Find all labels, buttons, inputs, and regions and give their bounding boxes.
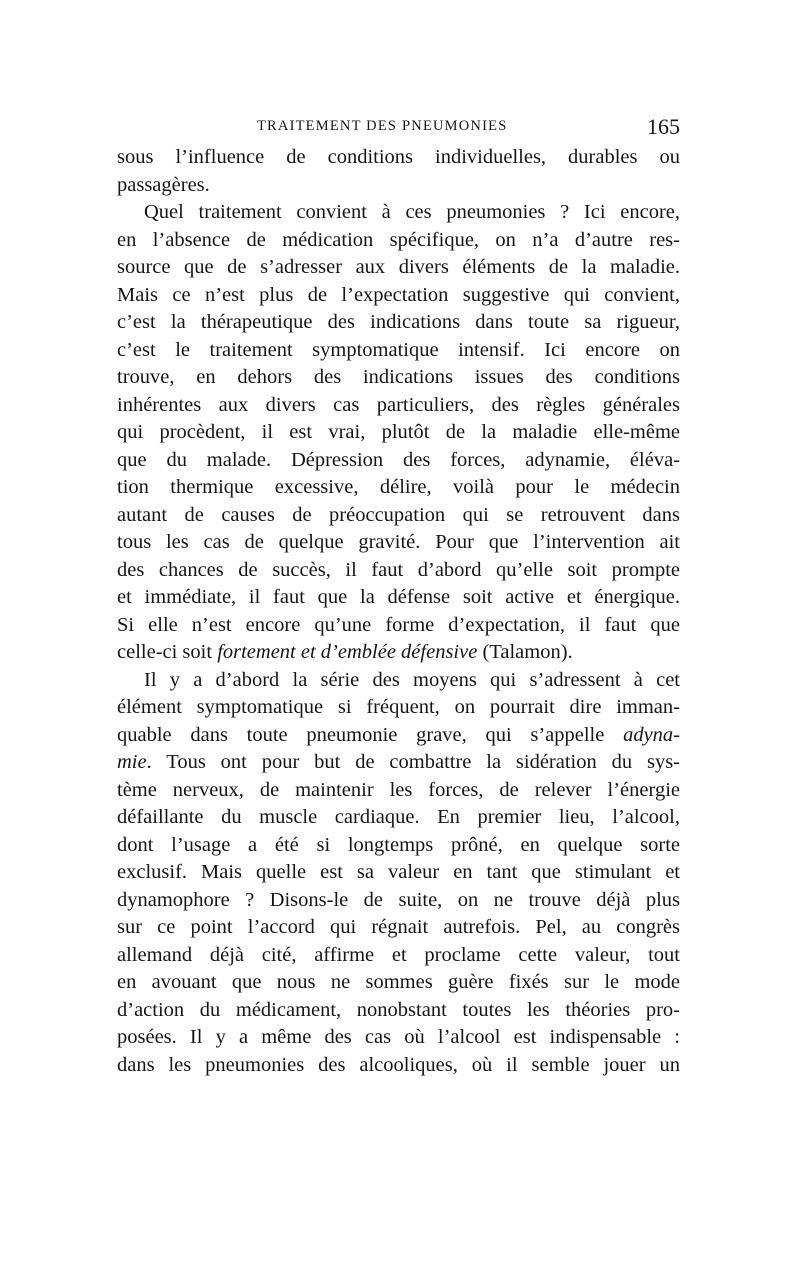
text-body — [117, 144, 680, 1079]
book-page — [117, 0, 680, 1262]
text-line: défaillante du muscle cardiaque. En premier lieu, l’alcool, — [117, 806, 680, 828]
text-line: allemand déjà cité, affirme et proclame cette valeur, tout — [117, 943, 680, 966]
paragraph-start-line: Il y a d’abord la série des moyens qui s’adressent à cet — [144, 668, 680, 691]
text-line: c’est la thérapeutique des indications dans toute sa rigueur, — [117, 311, 680, 333]
text-run: (Talamon). — [477, 641, 573, 663]
text-line: trouve, en dehors des indications issues des conditions — [117, 366, 680, 388]
paragraph-start-line: Quel traitement convient à ces pneumonies ? Ici encore, — [144, 201, 680, 223]
text-line: autant de causes de préoccupation qui se retrouvent dans — [117, 503, 680, 526]
text-line: c’est le traitement symptomatique intensif. Ici encore on — [117, 338, 680, 361]
text-line: exclusif. Mais quelle est sa valeur en tant que stimulant et — [117, 861, 680, 883]
italic-phrase: mie — [117, 751, 147, 773]
text-line-with-italic — [117, 749, 680, 777]
italic-phrase: fortement et d’emblée défensive — [217, 641, 478, 663]
text-line: passagères. — [117, 173, 210, 196]
text-line-with-italic — [117, 639, 680, 667]
text-run: . Tous ont pour but de combattre la sidération du sys- — [146, 751, 680, 773]
text-line: Si elle n’est encore qu’une forme d’expectation, il faut que — [117, 613, 680, 636]
text-line: d’action du médicament, nonobstant toutes les théories pro- — [117, 998, 680, 1021]
italic-phrase: adyna- — [623, 723, 680, 746]
text-line: tous les cas de quelque gravité. Pour que l’intervention ait — [117, 531, 680, 553]
text-line: élément symptomatique si fréquent, on pourrait dire imman- — [117, 696, 680, 718]
text-line: source que de s’adresser aux divers éléments de la maladie. — [117, 256, 680, 278]
text-line: sur ce point l’accord qui régnait autrefois. Pel, au congrès — [117, 916, 680, 938]
text-line-with-italic — [117, 722, 680, 750]
running-title: TRAITEMENT DES PNEUMONIES — [257, 118, 508, 134]
text-line: dont l’usage a été si longtemps prôné, en quelque sorte — [117, 833, 680, 856]
text-line: des chances de succès, il faut d’abord qu’elle soit prompte — [117, 558, 680, 581]
text-line: en l’absence de médication spécifique, on n’a d’autre res- — [117, 228, 680, 251]
text-line: dynamophore ? Disons-le de suite, on ne trouve déjà plus — [117, 888, 680, 911]
text-line: et immédiate, il faut que la défense soit active et énergique. — [117, 586, 680, 608]
running-head — [117, 114, 680, 140]
text-line: dans les pneumonies des alcooliques, où il semble jouer un — [117, 1053, 680, 1076]
text-line: tème nerveux, de maintenir les forces, de relever l’énergie — [117, 778, 680, 801]
text-line: en avouant que nous ne sommes guère fixés sur le mode — [117, 971, 680, 993]
text-line: qui procèdent, il est vrai, plutôt de la maladie elle-même — [117, 421, 680, 443]
text-line: sous l’influence de conditions individuelles, durables ou — [117, 146, 680, 168]
text-line: Mais ce n’est plus de l’expectation suggestive qui convient, — [117, 283, 680, 306]
text-line: inhérentes aux divers cas particuliers, des règles générales — [117, 393, 680, 416]
text-line: posées. Il y a même des cas où l’alcool est indispensable : — [117, 1026, 680, 1048]
text-line: tion thermique excessive, délire, voilà pour le médecin — [117, 476, 680, 498]
text-run: quable dans toute pneumonie grave, qui s’appelle — [117, 723, 624, 746]
text-line: que du malade. Dépression des forces, adynamie, éléva- — [117, 448, 680, 471]
page-number: 165 — [647, 114, 680, 139]
text-run: celle-ci soit — [117, 641, 218, 663]
